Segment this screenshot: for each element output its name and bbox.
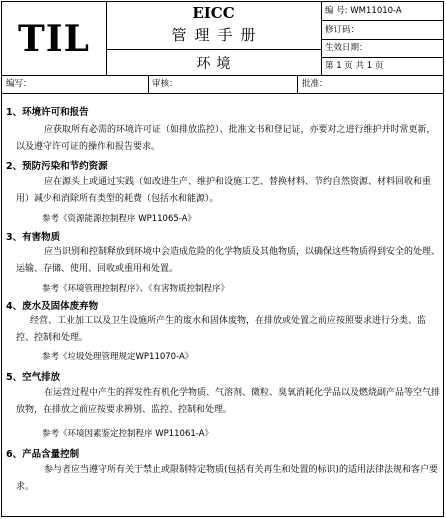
section-text: 应在源头上或通过实践（如改进生产、维护和设施工艺、替换材料、节约自然资源、材料回收和重用）减少和消除所有类型的耗费（包括水和能源）。 — [16, 177, 432, 204]
signoff-row — [2, 76, 443, 94]
section-text: 在运营过程中产生的挥发性有机化学物质、气溶剂、微粒、臭氧消耗化学品以及燃烧副产品等空气排放物，在排放之前应按要求辨别、监控、控制和处理。 — [16, 388, 441, 415]
subject-title: 环境 — [196, 56, 237, 72]
section-reference: 参考《资源能源控制程序 WP11065-A》 — [42, 214, 196, 224]
section-title: 2、预防污染和节约资源 — [6, 161, 108, 172]
document-number: 编 号: WM11010-A — [325, 6, 402, 16]
reviewed-by-label: 审核： — [152, 79, 178, 89]
document-header — [2, 2, 443, 76]
signoff-divider — [148, 76, 149, 93]
revision-code: 修订码： — [325, 25, 360, 35]
section-title: 1、环境许可和报告 — [6, 107, 89, 118]
section-text: 应获取所有必需的环境许可证（如排放监控）、批准文书和登记证，亦要对之进行维护并时常更新，以及遵守许可证的操作和报告要求。 — [16, 125, 436, 152]
section-reference: 参考《环境管理控制程序》、《有害物质控制程序》 — [42, 284, 230, 294]
manual-title: 管理手册 — [171, 26, 264, 44]
signoff-divider — [297, 76, 298, 93]
company-name: EICC — [192, 4, 235, 22]
section-title: 5、空气排放 — [6, 372, 61, 383]
section-reference: 参考《环境因素鉴定控制程序 WP11061-A》 — [42, 429, 213, 439]
section-reference: 参考《垃圾处理管理规定WP11070-A》 — [42, 352, 194, 362]
company-logo: TIL — [2, 2, 107, 75]
page-count: 第 1 页 共 1 页 — [325, 61, 384, 71]
document-meta — [321, 2, 443, 75]
title-block — [106, 2, 322, 75]
title-divider — [106, 49, 321, 50]
approved-by-label: 批准： — [302, 79, 328, 89]
effective-date: 生效日期： — [325, 43, 368, 53]
document-body — [2, 94, 443, 516]
section-text: 应当识别和控制释放到环境中会造成危险的化学物质及其他物质，以确保这些物质得到安全的处理、运输、存储、使用、回收或重用和处置。 — [16, 247, 441, 274]
section-title: 4、废水及固体废弃物 — [6, 301, 99, 312]
section-title: 3、有害物质 — [6, 232, 61, 243]
section-text: 经营、工业加工以及卫生设施所产生的废水和固体废物，在排放或处置之前应按照要求进行分类、监控、控制和处理。 — [16, 316, 427, 343]
prepared-by-label: 编写： — [6, 79, 32, 89]
section-text: 参与者应当遵守所有关于禁止或限制特定物质(包括有关再生和处置的标识)的适用法律法规和客户要求。 — [16, 465, 439, 492]
section-title: 6、产品含量控制 — [6, 449, 80, 460]
document-frame — [1, 1, 444, 517]
